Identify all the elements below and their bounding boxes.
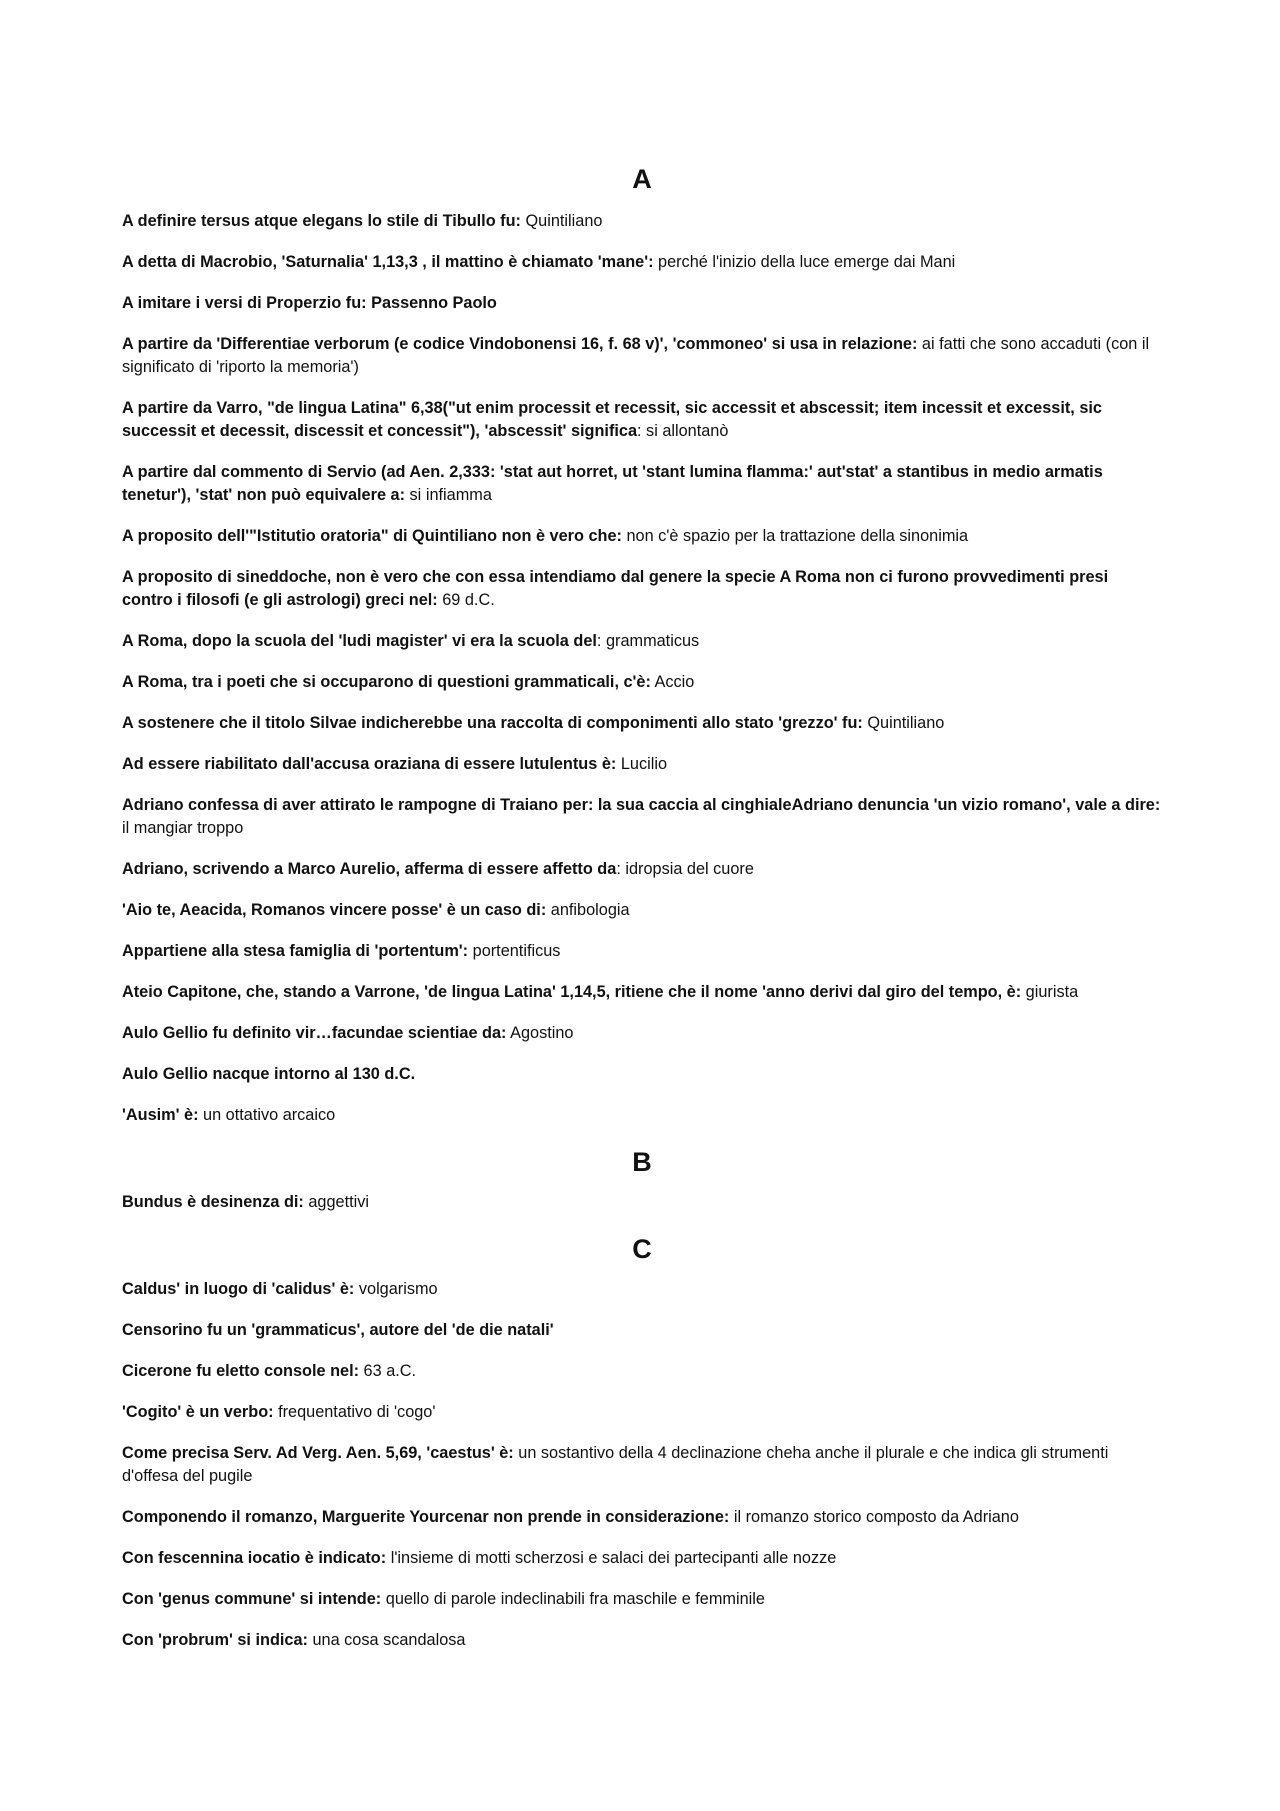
list-item: 'Cogito' è un verbo: frequentativo di 'cogo' xyxy=(122,1403,436,1421)
section-a xyxy=(122,162,1162,1127)
list-item: Con 'genus commune' si intende: quello di parole indeclinabili fra maschile e femminile xyxy=(122,1590,765,1608)
list-item: A proposito dell'"Istitutio oratoria" di Quintiliano non è vero che: non c'è spazio per la trattazione della sinonimia xyxy=(122,527,969,545)
document-page xyxy=(122,150,1162,1670)
list-item: Con 'probrum' si indica: una cosa scandalosa xyxy=(122,1631,466,1649)
list-item: Caldus' in luogo di 'calidus' è: volgarismo xyxy=(122,1280,438,1298)
list-item: A proposito di sineddoche, non è vero che con essa intendiamo dal genere la specie A Roma non ci furono provvedimenti presi contro i filosofi (e gli astrologi) greci nel: 69 d.C. xyxy=(122,568,1109,609)
list-item: A detta di Macrobio, 'Saturnalia' 1,13,3 , il mattino è chiamato 'mane': perché l'inizio della luce emerge dai Mani xyxy=(122,253,956,271)
section-b xyxy=(122,1145,1162,1214)
list-item: A partire da Varro, "de lingua Latina" 6,38("ut enim processit et recessit, sic accessit et abscessit; item incessit et excessit, sic successit et decessit, discessit et concessit"), 'abscessit' significa: si allontanò xyxy=(122,399,1102,440)
list-item: Aulo Gellio nacque intorno al 130 d.C. xyxy=(122,1065,416,1083)
list-item: Ad essere riabilitato dall'accusa oraziana di essere lutulentus è: Lucilio xyxy=(122,755,667,773)
list-item: A partire da 'Differentiae verborum (e codice Vindobonensi 16, f. 68 v)', 'commoneo' si usa in relazione: ai fatti che sono accaduti (con il significato di 'riporto la memoria') xyxy=(122,335,1150,376)
section-heading: C xyxy=(632,1234,652,1264)
list-item: A definire tersus atque elegans lo stile di Tibullo fu: Quintiliano xyxy=(122,212,603,230)
list-item: Ateio Capitone, che, stando a Varrone, 'de lingua Latina' 1,14,5, ritiene che il nome 'anno derivi dal giro del tempo, è: giurista xyxy=(122,983,1079,1001)
list-item: Componendo il romanzo, Marguerite Yourcenar non prende in considerazione: il romanzo storico composto da Adriano xyxy=(122,1508,1019,1526)
list-item: 'Aio te, Aeacida, Romanos vincere posse' è un caso di: anfibologia xyxy=(122,901,630,919)
list-item: 'Ausim' è: un ottativo arcaico xyxy=(122,1106,336,1124)
list-item: Adriano, scrivendo a Marco Aurelio, afferma di essere affetto da: idropsia del cuore xyxy=(122,860,754,878)
section-heading: A xyxy=(632,164,652,194)
section-heading: B xyxy=(632,1147,652,1177)
list-item: Bundus è desinenza di: aggettivi xyxy=(122,1193,370,1211)
list-item: Appartiene alla stesa famiglia di 'portentum': portentificus xyxy=(122,942,561,960)
list-item: Censorino fu un 'grammaticus', autore del 'de die natali' xyxy=(122,1321,554,1339)
list-item: A partire dal commento di Servio (ad Aen. 2,333: 'stat aut horret, ut 'stant lumina flamma:' aut'stat' a stantibus in medio armatis tenetur'), 'stat' non può equivalere a: si infiamma xyxy=(122,463,1103,504)
section-c xyxy=(122,1232,1162,1652)
list-item: Con fescennina iocatio è indicato: l'insieme di motti scherzosi e salaci dei partecipanti alle nozze xyxy=(122,1549,837,1567)
list-item: Aulo Gellio fu definito vir…facundae scientiae da: Agostino xyxy=(122,1024,574,1042)
list-item: Cicerone fu eletto console nel: 63 a.C. xyxy=(122,1362,417,1380)
list-item: A Roma, tra i poeti che si occuparono di questioni grammaticali, c'è: Accio xyxy=(122,673,695,691)
list-item: Adriano confessa di aver attirato le rampogne di Traiano per: la sua caccia al cinghialeAdriano denuncia 'un vizio romano', vale a dire: il mangiar troppo xyxy=(122,796,1161,837)
list-item: A imitare i versi di Properzio fu: Passenno Paolo xyxy=(122,294,497,312)
list-item: A Roma, dopo la scuola del 'ludi magister' vi era la scuola del: grammaticus xyxy=(122,632,700,650)
list-item: A sostenere che il titolo Silvae indicherebbe una raccolta di componimenti allo stato 'grezzo' fu: Quintiliano xyxy=(122,714,945,732)
list-item: Come precisa Serv. Ad Verg. Aen. 5,69, 'caestus' è: un sostantivo della 4 declinazione cheha anche il plurale e che indica gli strumenti d'offesa del pugile xyxy=(122,1444,1109,1485)
